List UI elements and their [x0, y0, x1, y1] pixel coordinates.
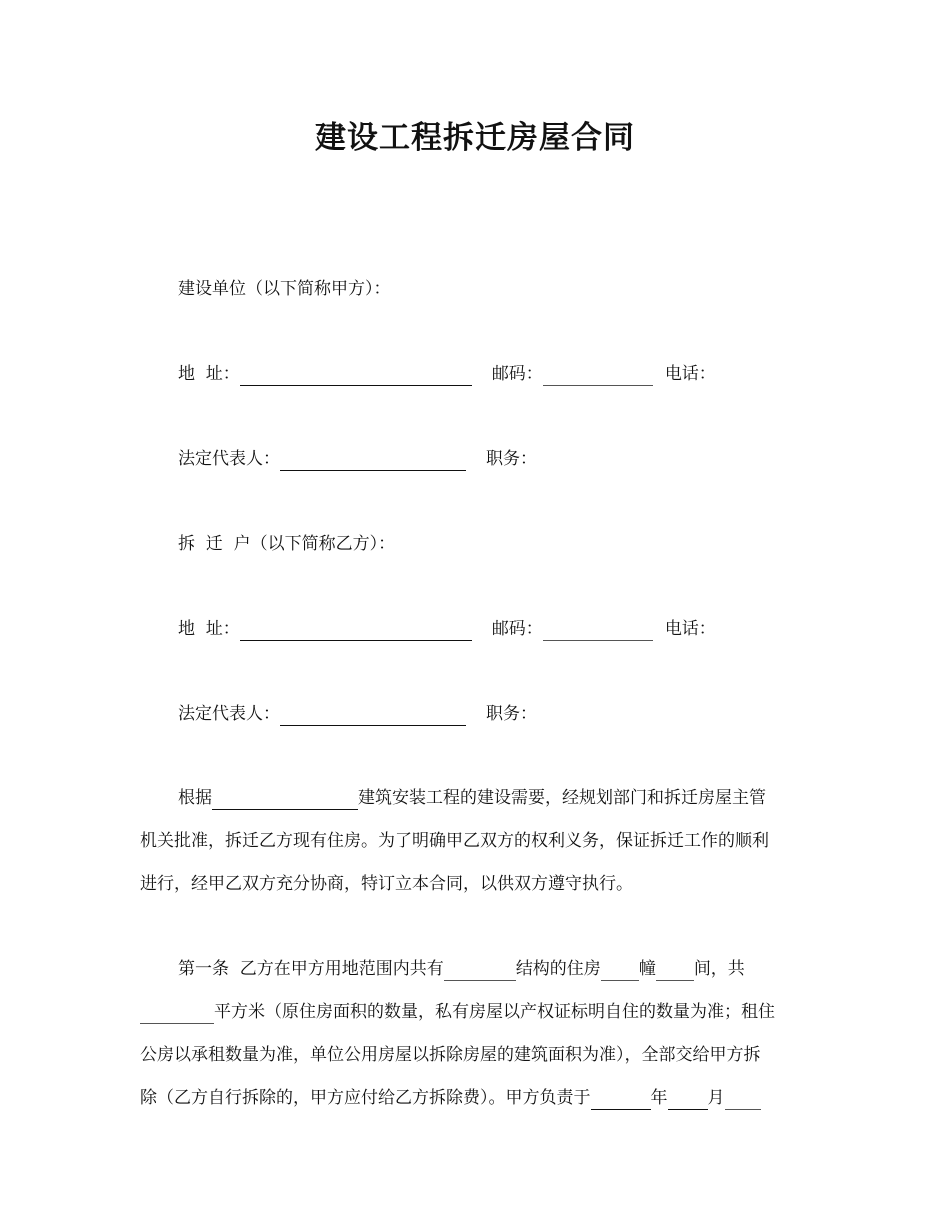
article-1-line-4 — [140, 1086, 812, 1110]
party-a-rep-label: 法定代表人： — [178, 449, 280, 469]
document-title: 建设工程拆迁房屋合同 — [315, 120, 635, 156]
party-a-postcode-field[interactable] — [543, 367, 653, 386]
party-a-postcode-label: 邮码： — [491, 364, 543, 384]
article-1-text-d: 间，共 — [693, 959, 745, 979]
party-b-phone-label: 电话： — [664, 619, 716, 639]
party-b-address-row — [178, 617, 716, 641]
month-field[interactable] — [668, 1091, 708, 1110]
party-b-postcode-label: 邮码： — [491, 619, 543, 639]
article-1-text-month: 月 — [707, 1088, 725, 1108]
party-b-position-label: 职务： — [486, 704, 537, 724]
year-field[interactable] — [591, 1091, 651, 1110]
party-a-phone-label: 电话： — [664, 364, 716, 384]
article-1-text-f: 除（乙方自行拆除的，甲方应付给乙方拆除费）。甲方负责于 — [140, 1088, 591, 1108]
party-a-address-field[interactable] — [240, 367, 472, 386]
party-b-rep-row — [178, 702, 537, 726]
article-1-line-2 — [140, 1000, 812, 1024]
preamble-line-1 — [140, 786, 850, 810]
party-b-rep-field[interactable] — [280, 707, 466, 726]
party-a-position-label: 职务： — [486, 449, 537, 469]
party-a-header: 建设单位（以下简称甲方）： — [178, 279, 391, 299]
party-a-rep-field[interactable] — [280, 452, 466, 471]
party-b-postcode-field[interactable] — [543, 622, 653, 641]
party-a-address-label: 地 址： — [178, 364, 240, 384]
room-count-field[interactable] — [656, 962, 694, 981]
party-a-rep-row — [178, 447, 537, 471]
party-b-header: 拆 迁 户（以下简称乙方）： — [178, 534, 396, 554]
article-1-line-1 — [140, 957, 850, 981]
article-1-text-b: 结构的住房 — [515, 959, 601, 979]
preamble-start: 根据 — [178, 788, 212, 808]
building-count-field[interactable] — [601, 962, 639, 981]
article-1-text-e: 平方米（原住房面积的数量，私有房屋以产权证标明自住的数量为准；租住 — [214, 1002, 775, 1022]
preamble-line-3: 进行，经甲乙双方充分协商，特订立本合同，以供双方遵守执行。 — [140, 874, 633, 894]
party-b-address-field[interactable] — [240, 622, 472, 641]
preamble-line-2: 机关批准，拆迁乙方现有住房。为了明确甲乙双方的权利义务，保证拆迁工作的顺利 — [140, 831, 769, 851]
article-1-text-year: 年 — [650, 1088, 668, 1108]
party-b-address-label: 地 址： — [178, 619, 240, 639]
article-1-line-3: 公房以承租数量为准，单位公用房屋以拆除房屋的建筑面积为准），全部交给甲方拆 — [140, 1045, 761, 1065]
party-b-rep-label: 法定代表人： — [178, 704, 280, 724]
article-1-text-a: 第一条 乙方在甲方用地范围内共有 — [178, 959, 444, 979]
area-field[interactable] — [140, 1005, 214, 1024]
article-1-text-c: 幢 — [638, 959, 656, 979]
party-a-address-row — [178, 362, 716, 386]
structure-type-field[interactable] — [444, 962, 516, 981]
project-name-field[interactable] — [212, 791, 358, 810]
day-field[interactable] — [725, 1091, 761, 1110]
preamble-line-1-end: 建筑安装工程的建设需要，经规划部门和拆迁房屋主管 — [358, 788, 766, 808]
